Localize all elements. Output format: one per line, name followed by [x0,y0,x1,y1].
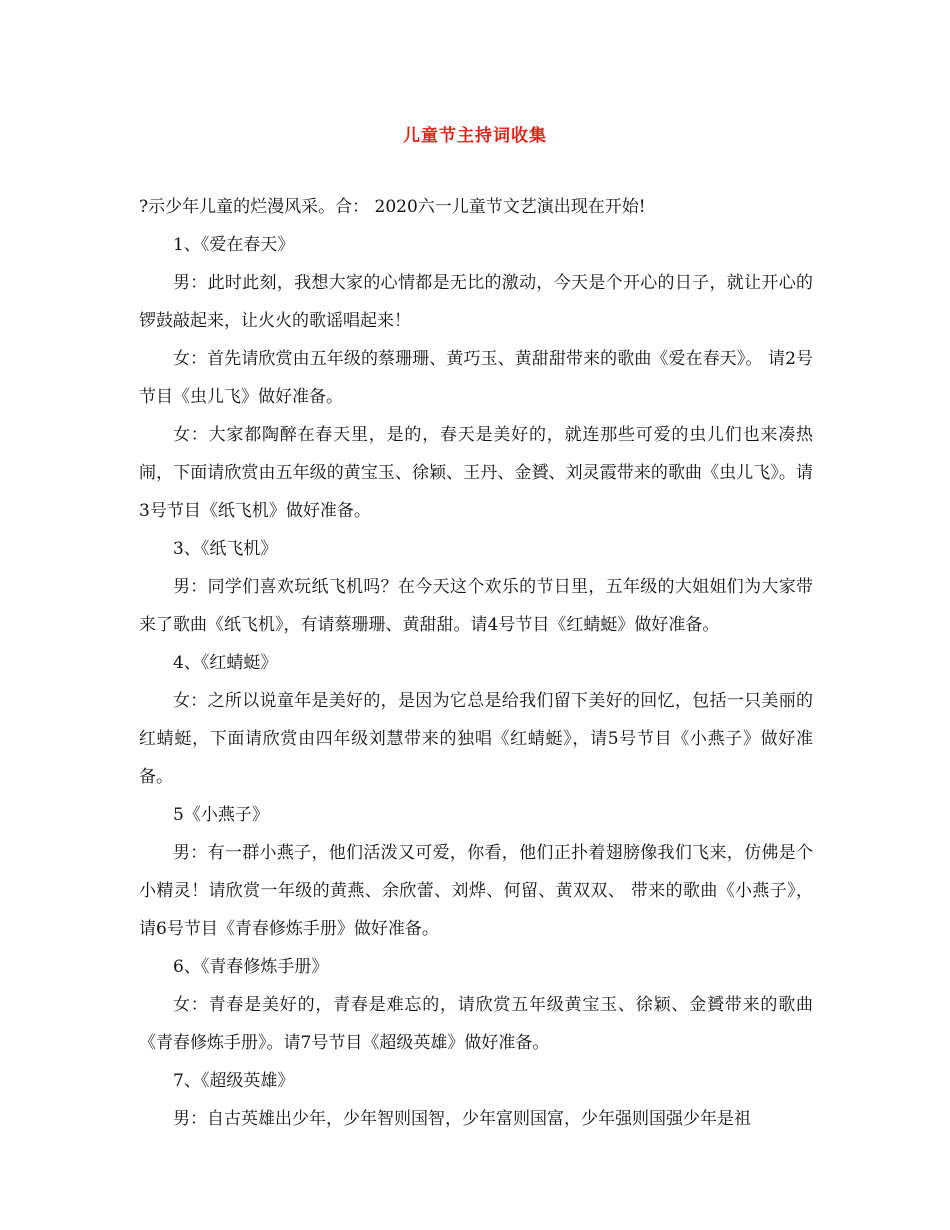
paragraph: 男：有一群小燕子，他们活泼又可爱，你看，他们正扑着翅膀像我们飞来，仿佛是个小精灵！请欣赏一年级的黄燕、余欣蕾、刘烨、何留、黄双双、 带来的歌曲《小燕子》，请6号节目《青春修炼手册》做好准备。 [139,843,813,939]
paragraph: 女：首先请欣赏由五年级的蔡珊珊、黄巧玉、黄甜甜带来的歌曲《爱在春天》。 请2号节目《虫儿飞》做好准备。 [139,349,813,407]
program-heading: 7、《超级英雄》 [173,1071,295,1091]
document-body [139,188,813,1138]
program-heading: 3、《纸飞机》 [173,539,278,559]
paragraph: 男：自古英雄出少年，少年智则国智，少年富则国富，少年强则国强少年是祖 [173,1109,751,1129]
paragraph: 女：之所以说童年是美好的，是因为它总是给我们留下美好的回忆，包括一只美丽的红蜻蜓，下面请欣赏由四年级刘慧带来的独唱《红蜻蜓》，请5号节目《小燕子》做好准备。 [139,691,813,787]
paragraph: 女：青春是美好的，青春是难忘的，请欣赏五年级黄宝玉、徐颖、金贇带来的歌曲《青春修炼手册》。请7号节目《超级英雄》做好准备。 [139,995,813,1053]
program-heading: 5《小燕子》 [173,805,269,825]
paragraph: 女：大家都陶醉在春天里，是的，春天是美好的，就连那些可爱的虫儿们也来凑热闹，下面请欣赏由五年级的黄宝玉、徐颖、王丹、金贇、刘灵霞带来的歌曲《虫儿飞》。请3号节目《纸飞机》做好准备。 [139,425,813,521]
program-heading: 4、《红蜻蜓》 [173,653,278,673]
program-heading: 6、《青春修炼手册》 [173,957,329,977]
paragraph: 男：此时此刻，我想大家的心情都是无比的激动，今天是个开心的日子，就让开心的锣鼓敲起来，让火火的歌谣唱起来！ [139,273,813,331]
document-title: 儿童节主持词收集 [403,126,547,146]
paragraph: ?示少年儿童的烂漫风采。合： 2020六一儿童节文艺演出现在开始! [139,197,646,217]
paragraph: 男：同学们喜欢玩纸飞机吗？在今天这个欢乐的节日里，五年级的大姐姐们为大家带来了歌曲《纸飞机》，有请蔡珊珊、黄甜甜。请4号节目《红蜻蜓》做好准备。 [139,577,813,635]
program-heading: 1、《爱在春天》 [173,235,295,255]
